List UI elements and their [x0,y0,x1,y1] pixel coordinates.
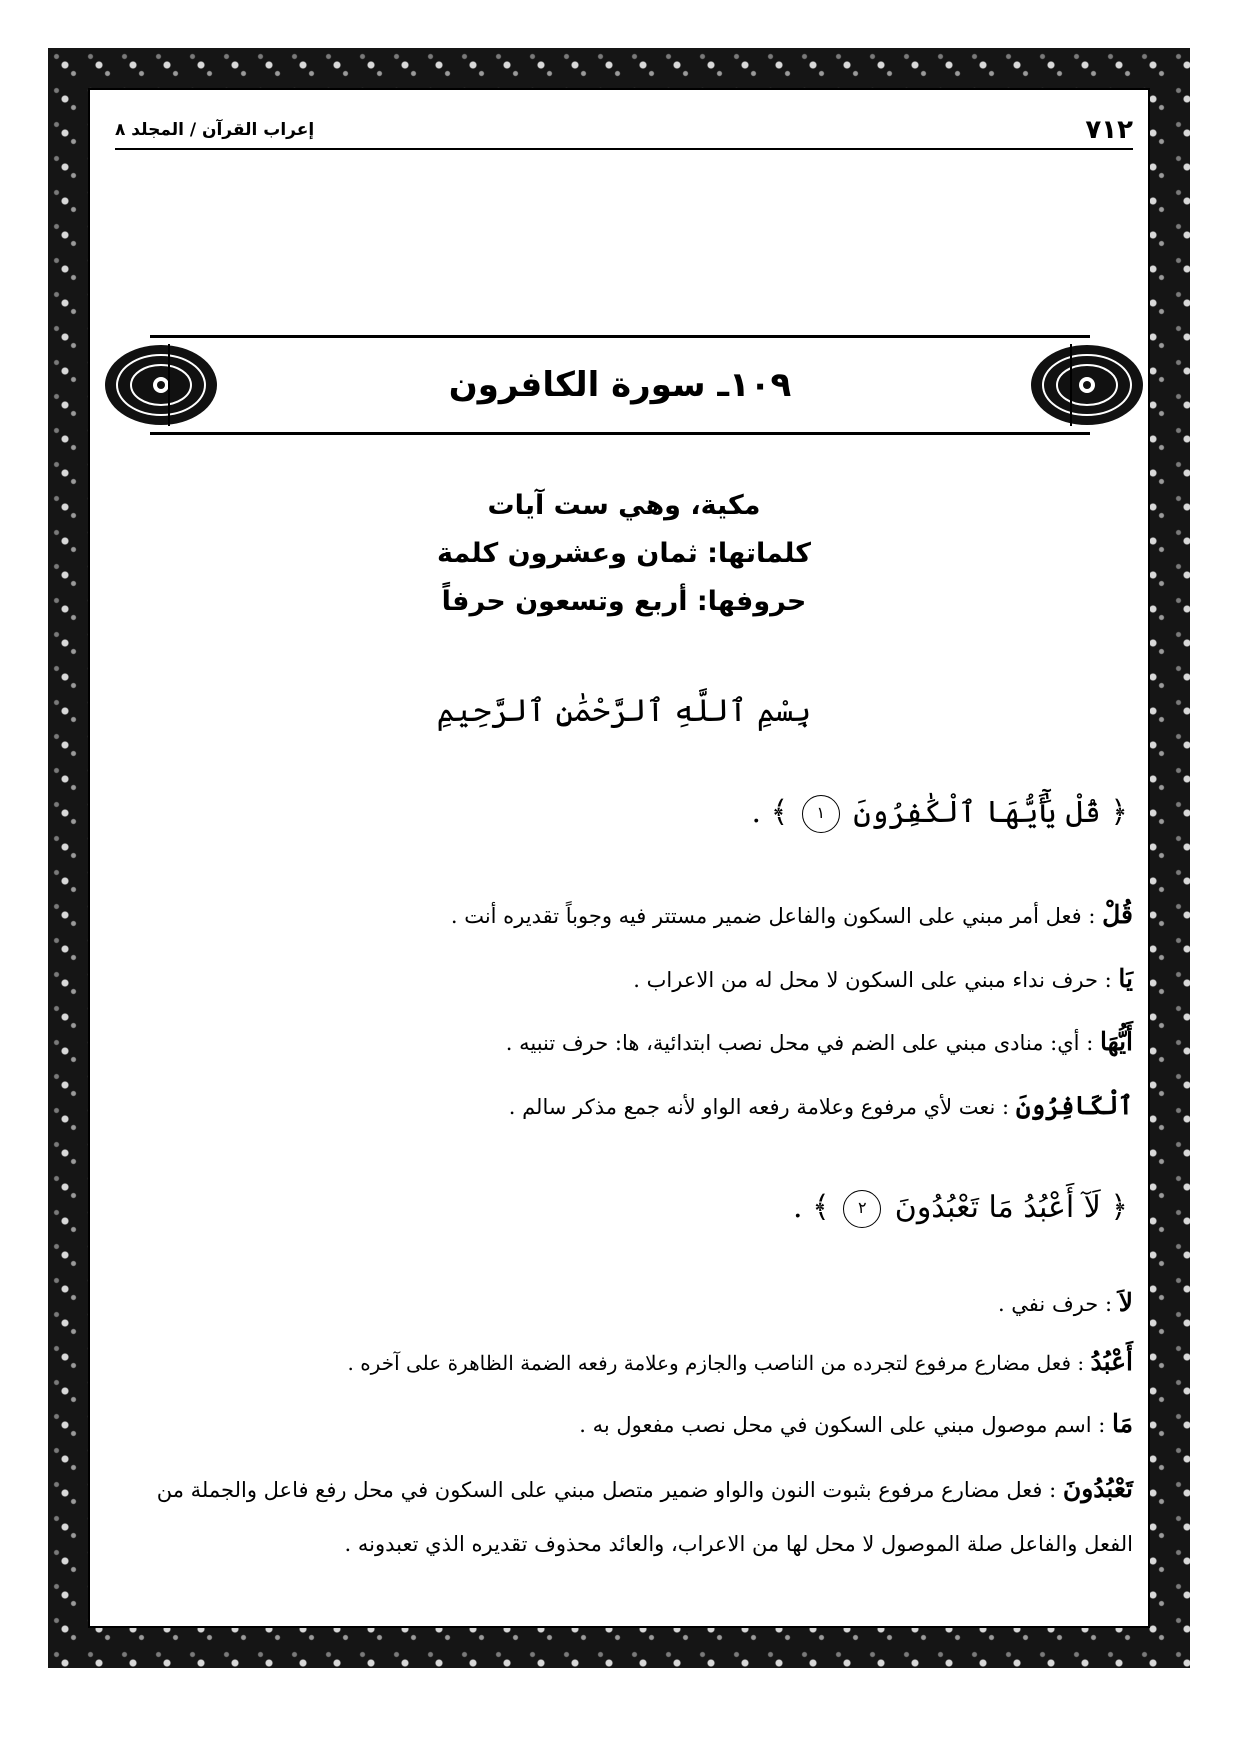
verse-2 [115,1190,1133,1228]
book-reference: إعراب القرآن / المجلد ٨ [115,120,315,140]
basmala: بِسْمِ ٱللَّهِ ٱلرَّحْمَٰنِ ٱلرَّحِيمِ [436,693,812,729]
entry-term: لاَ [1118,1288,1133,1317]
verse-close: ﴾ . [751,795,789,830]
entry [115,959,1133,999]
verse-text: ﴿ لَآ أَعْبُدُ مَا تَعْبُدُونَ [894,1190,1128,1225]
sura-info [250,482,998,626]
entry [115,1342,1133,1382]
sura-title-banner [150,335,1090,435]
entry [115,895,1133,935]
entry-text: : اسم موصول مبني على السكون في محل نصب مفعول به . [579,1413,1106,1437]
entry-term: ٱلْكَافِرُونَ [1015,1091,1133,1120]
sura-info-line: حروفها: أربع وتسعون حرفاً [441,586,807,617]
verse-text: ﴿ قُلْ يَٰٓأَيُّهَا ٱلْكَٰفِرُونَ [853,795,1128,830]
entry-text: : نعت لأي مرفوع وعلامة رفعه الواو لأنه جمع مذكر سالم . [508,1095,1010,1119]
entry [115,1086,1133,1126]
entry-term: مَا [1111,1409,1133,1438]
entry-term: قُلْ [1102,900,1133,929]
entry-text: : أي: منادى مبني على الضم في محل نصب ابتدائية، ها: حرف تنبيه . [505,1031,1094,1055]
entry-term: تَعْبُدُونَ [1062,1474,1133,1503]
ayah-number: ٢ [843,1190,881,1228]
page-number: ٧١٢ [1085,115,1133,145]
entry-term: أَعْبُدُ [1090,1347,1133,1376]
page-area [88,88,1150,1628]
entry [115,1022,1133,1062]
entry-text: : فعل أمر مبني على السكون والفاعل ضمير مستتر فيه وجوباً تقديره أنت . [450,904,1096,928]
entry-term: أَيُّهَا [1099,1027,1133,1056]
verse-close: ﴾ . [793,1190,830,1225]
sura-info-line: كلماتها: ثمان وعشرون كلمة [436,538,811,569]
ayah-number: ١ [802,795,840,833]
entry-text: : حرف نداء مبني على السكون لا محل له من الاعراب . [633,968,1112,992]
sura-title: ١٠٩ـ سورة الكافرون [448,365,792,405]
verse-1 [115,795,1133,833]
entry-term: يَا [1118,964,1133,993]
running-header [115,112,1133,150]
entry-text: : حرف نفي . [997,1292,1113,1316]
entry [115,1283,1133,1323]
entry [115,1462,1133,1571]
entry-text: : فعل مضارع مرفوع بثبوت النون والواو ضمير متصل مبني على السكون في محل رفع فاعل والجملة من الفعل والفاعل صلة الموصول لا محل لها من الاعراب، والعائد محذوف تقديره الذي تعبدونه . [156,1478,1133,1556]
sura-info-line: مكية، وهي ست آيات [487,490,761,521]
entry-text: : فعل مضارع مرفوع لتجرده من الناصب والجازم وعلامة رفعه الضمة الظاهرة على آخره . [347,1351,1085,1375]
entry [115,1404,1133,1444]
